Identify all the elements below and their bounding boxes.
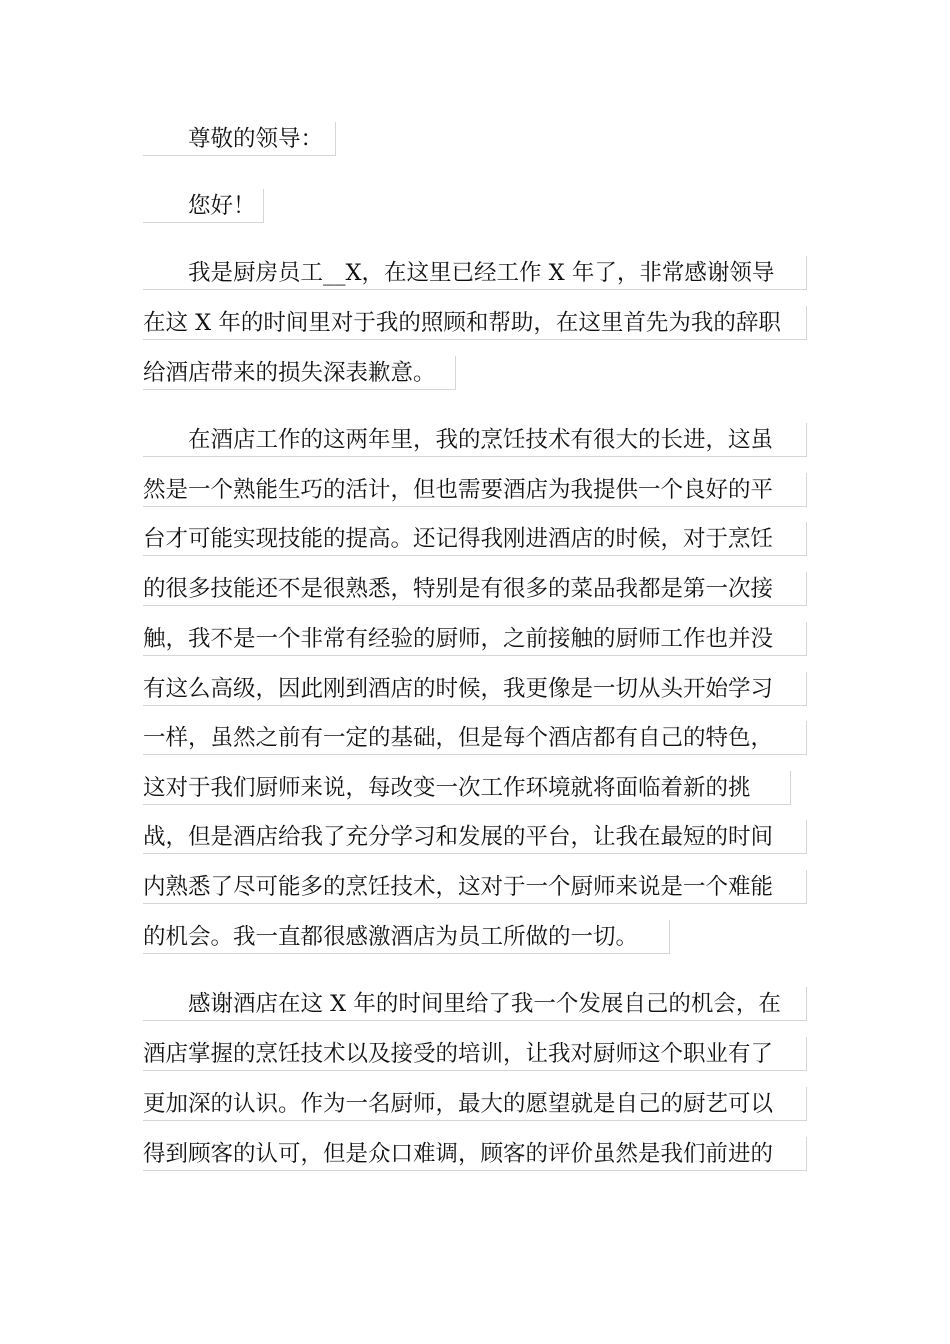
- text-line: 的很多技能还不是很熟悉，特别是有很多的菜品我都是第一次接: [143, 572, 807, 606]
- text-line: 给酒店带来的损失深表歉意。: [143, 356, 456, 390]
- text-line: 然是一个熟能生巧的活计，但也需要酒店为我提供一个良好的平: [143, 473, 807, 507]
- text-line: 战，但是酒店给我了充分学习和发展的平台，让我在最短的时间: [143, 820, 807, 854]
- text-line: 更加深的认识。作为一名厨师，最大的愿望就是自己的厨艺可以: [143, 1087, 807, 1121]
- text-line: 的机会。我一直都很感激酒店为员工所做的一切。: [143, 920, 670, 954]
- text-line: 感谢酒店在这 X 年的时间里给了我一个发展自己的机会，在: [143, 987, 807, 1021]
- greeting-line: 您好！: [143, 189, 264, 223]
- salutation-line: 尊敬的领导：: [143, 122, 336, 156]
- text-line: 在这 X 年的时间里对于我的照顾和帮助，在这里首先为我的辞职: [143, 306, 807, 340]
- text-line: 有这么高级，因此刚到酒店的时候，我更像是一切从头开始学习: [143, 672, 807, 706]
- text-line: 这对于我们厨师来说，每改变一次工作环境就将面临着新的挑: [143, 771, 791, 805]
- text-line: 得到顾客的认可，但是众口难调，顾客的评价虽然是我们前进的: [143, 1137, 807, 1171]
- text-line: 一样，虽然之前有一定的基础，但是每个酒店都有自己的特色，: [143, 721, 807, 755]
- text-line: 在酒店工作的这两年里，我的烹饪技术有很大的长进，这虽: [143, 423, 807, 457]
- text-line: 我是厨房员工__X，在这里已经工作 X 年了，非常感谢领导: [143, 256, 807, 290]
- text-line: 台才可能实现技能的提高。还记得我刚进酒店的时候，对于烹饪: [143, 522, 807, 556]
- text-line: 触，我不是一个非常有经验的厨师，之前接触的厨师工作也并没: [143, 622, 807, 656]
- text-line: 酒店掌握的烹饪技术以及接受的培训，让我对厨师这个职业有了: [143, 1037, 807, 1071]
- text-line: 内熟悉了尽可能多的烹饪技术，这对于一个厨师来说是一个难能: [143, 870, 807, 904]
